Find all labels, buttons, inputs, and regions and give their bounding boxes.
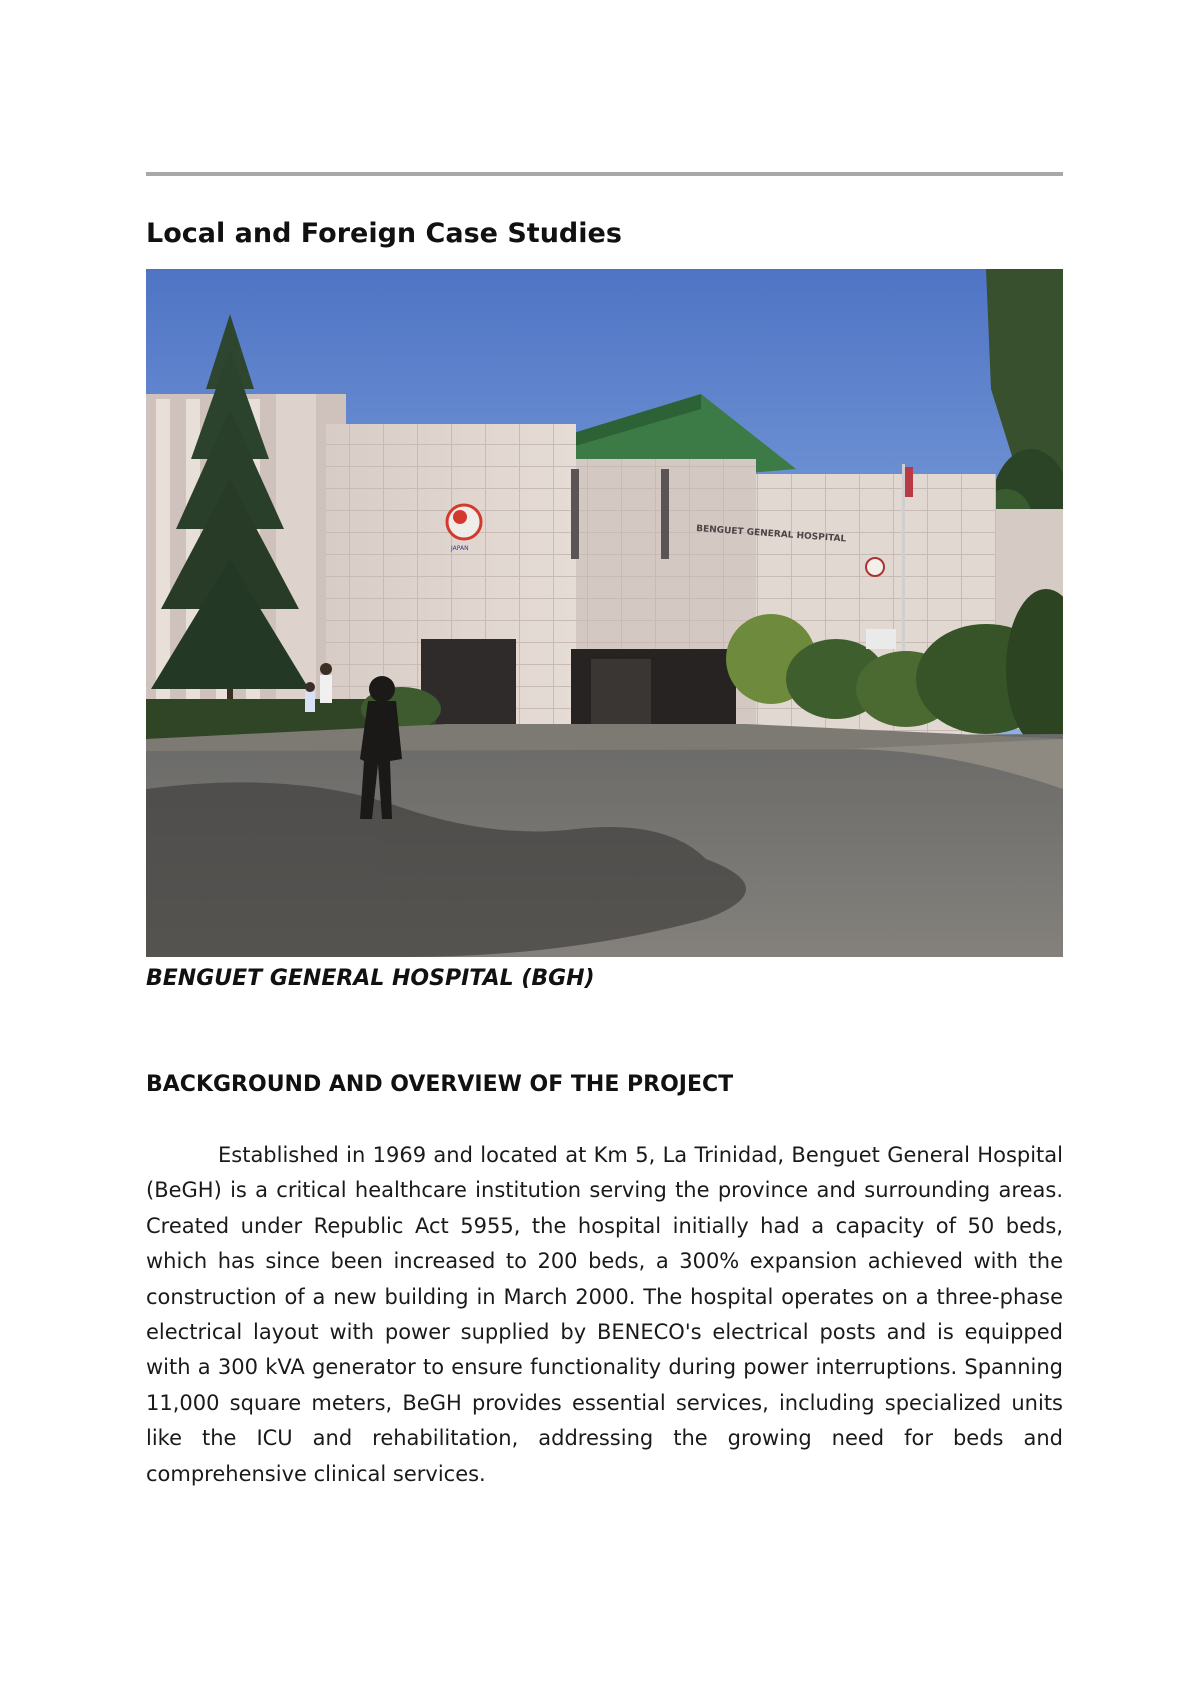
- hospital-photo: [146, 269, 1063, 957]
- section-title: Local and Foreign Case Studies: [146, 218, 622, 249]
- photo-caption: BENGUET GENERAL HOSPITAL (BGH): [146, 966, 595, 991]
- svg-text:JAPAN: JAPAN: [451, 545, 469, 552]
- section-subheading: BACKGROUND AND OVERVIEW OF THE PROJECT: [146, 1072, 734, 1097]
- horizontal-rule: [146, 172, 1063, 176]
- body-paragraph: Established in 1969 and located at Km 5, La Trinidad, Benguet General Hospital (BeGH) is a critical healthcare institution serving the province and surrounding areas. Created under Republic Act 5955, the hospital initially had a capacity of 50 beds, which has since been increased to 200 beds, a 300% expansion achieved with the construction of a new building in March 2000. The hospital operates on a three-phase electrical layout with power supplied by BENECO's electrical posts and is equipped with a 300 kVA generator to ensure functionality during power interruptions. Spanning 11,000 square meters, BeGH provides essential services, including specialized units like the ICU and rehabilitation, addressing the growing need for beds and comprehensive clinical services.: [146, 1143, 1063, 1486]
- building-sign: BENGUET GENERAL HOSPITAL: [695, 524, 847, 545]
- hospital-seal: [866, 558, 884, 576]
